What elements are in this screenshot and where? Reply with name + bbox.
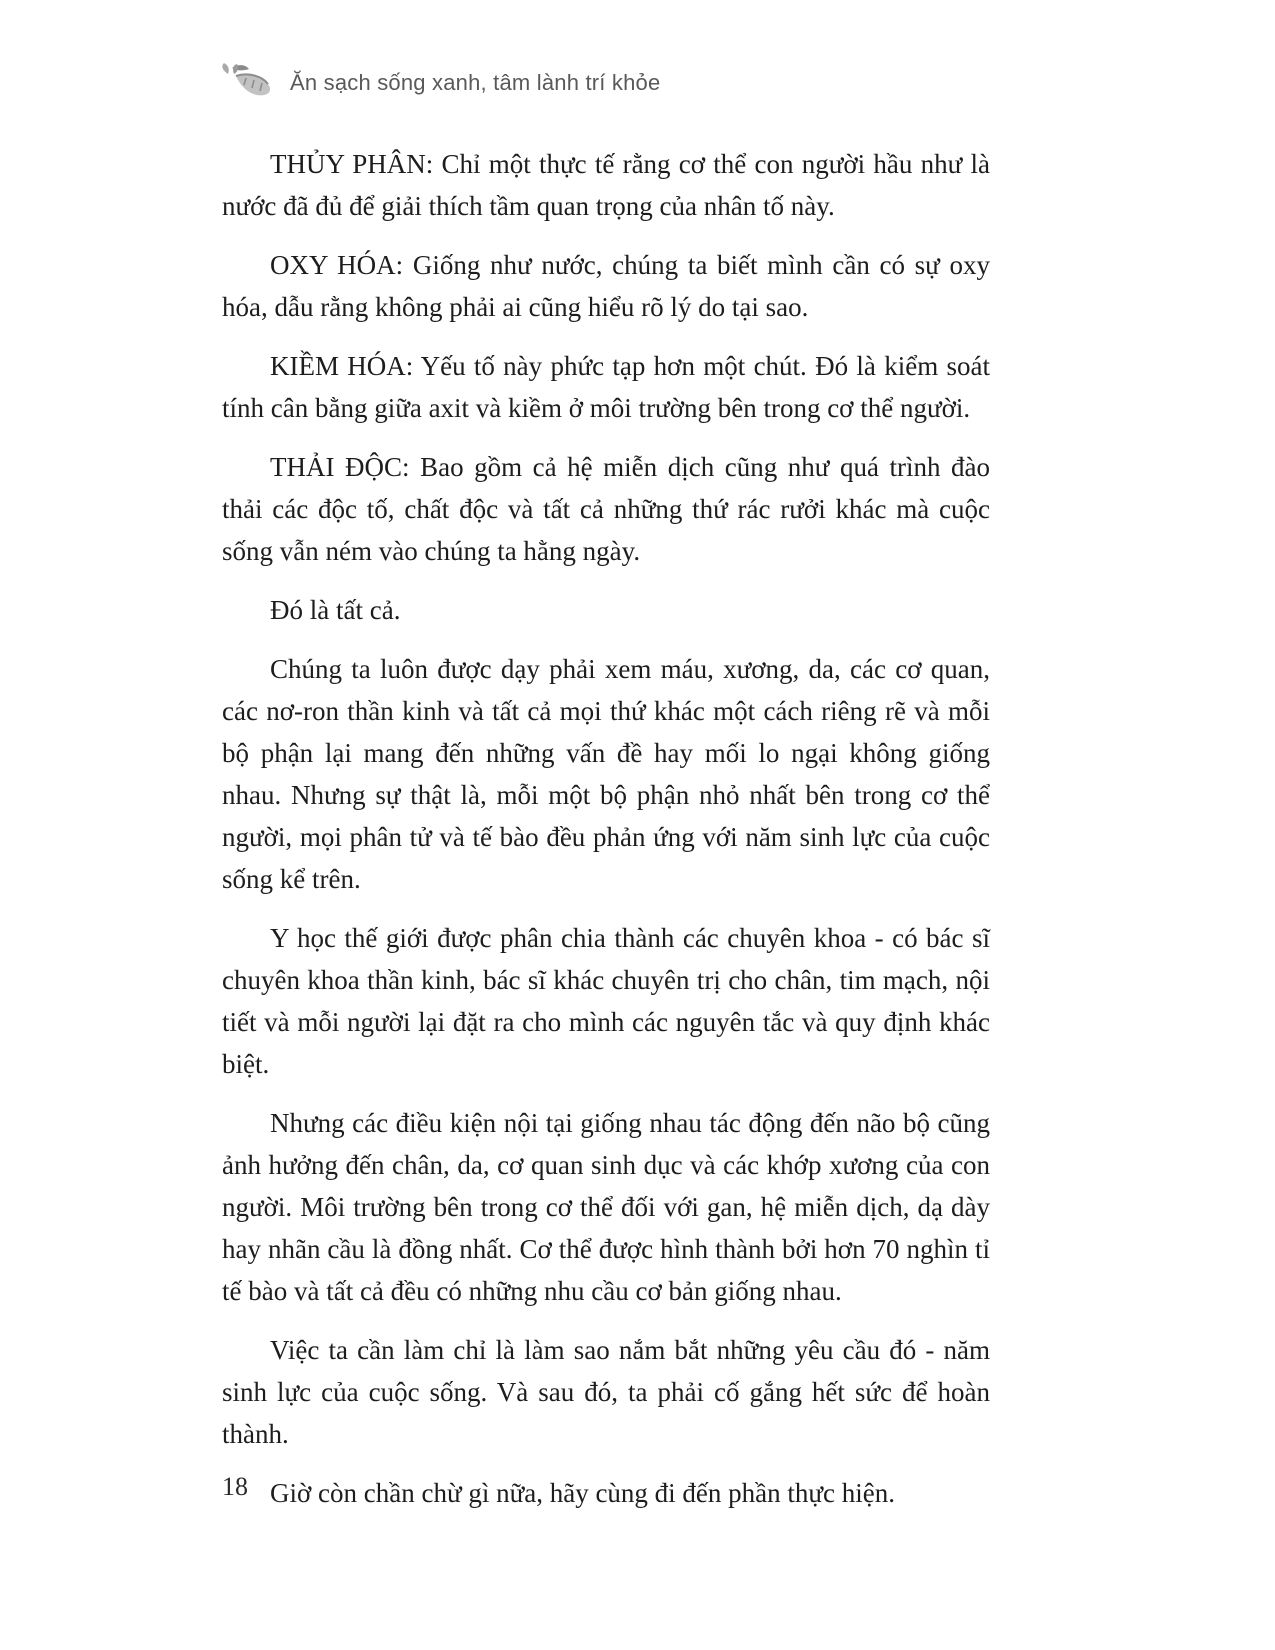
paragraph: THẢI ĐỘC: Bao gồm cả hệ miễn dịch cũng như quá trình đào thải các độc tố, chất độc và tất cả những thứ rác rưởi khác mà cuộc sống vẫn ném vào chúng ta hằng ngày.: [222, 452, 990, 566]
carrot-icon: [218, 62, 276, 104]
paragraph: Giờ còn chần chừ gì nữa, hãy cùng đi đến phần thực hiện.: [270, 1478, 896, 1508]
page-number: 18: [222, 1472, 248, 1501]
paragraph: Nhưng các điều kiện nội tại giống nhau tác động đến não bộ cũng ảnh hưởng đến chân, da, cơ quan sinh dục và các khớp xương của con người. Môi trường bên trong cơ thể đối với gan, hệ miễn dịch, dạ dày hay nhãn cầu là đồng nhất. Cơ thể được hình thành bởi hơn 70 nghìn tỉ tế bào và tất cả đều có những nhu cầu cơ bản giống nhau.: [222, 1108, 990, 1306]
paragraph: Đó là tất cả.: [270, 595, 401, 625]
paragraph: Y học thế giới được phân chia thành các chuyên khoa - có bác sĩ chuyên khoa thần kinh, bác sĩ khác chuyên trị cho chân, tim mạch, nội tiết và mỗi người lại đặt ra cho mình các nguyên tắc và quy định khác biệt.: [222, 923, 990, 1079]
page-body: [222, 143, 990, 1514]
page-header: [218, 62, 660, 104]
paragraph: OXY HÓA: Giống như nước, chúng ta biết mình cần có sự oxy hóa, dẫu rằng không phải ai cũng hiểu rõ lý do tại sao.: [222, 250, 990, 322]
paragraph: THỦY PHÂN: Chỉ một thực tế rằng cơ thể con người hầu như là nước đã đủ để giải thích tầm quan trọng của nhân tố này.: [222, 149, 990, 221]
paragraph: Chúng ta luôn được dạy phải xem máu, xương, da, các cơ quan, các nơ-ron thần kinh và tất cả mọi thứ khác một cách riêng rẽ và mỗi bộ phận lại mang đến những vấn đề hay mối lo ngại không giống nhau. Nhưng sự thật là, mỗi một bộ phận nhỏ nhất bên trong cơ thể người, mọi phân tử và tế bào đều phản ứng với năm sinh lực của cuộc sống kể trên.: [222, 654, 990, 894]
running-head-title: Ăn sạch sống xanh, tâm lành trí khỏe: [290, 70, 661, 95]
paragraph: Việc ta cần làm chỉ là làm sao nắm bắt những yêu cầu đó - năm sinh lực của cuộc sống. Và sau đó, ta phải cố gắng hết sức để hoàn thành.: [222, 1335, 990, 1449]
paragraph: KIỀM HÓA: Yếu tố này phức tạp hơn một chút. Đó là kiểm soát tính cân bằng giữa axit và kiềm ở môi trường bên trong cơ thể người.: [222, 351, 990, 423]
